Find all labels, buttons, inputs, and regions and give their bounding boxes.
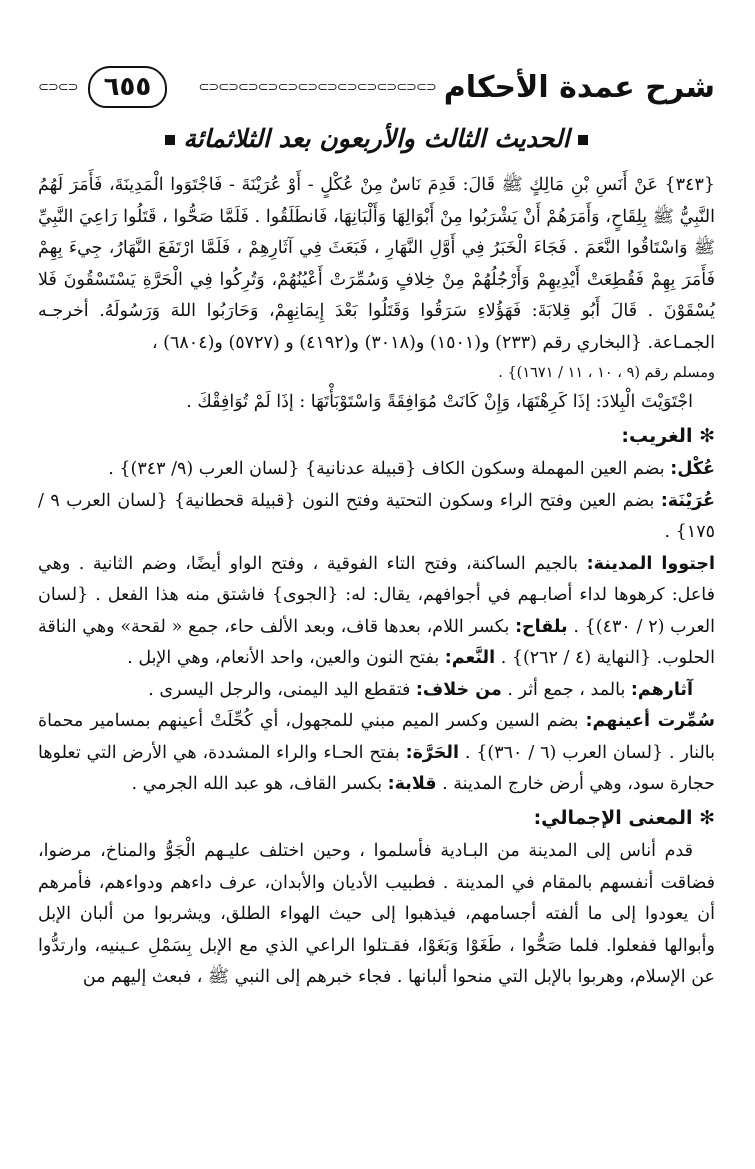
gharib-term: اجتووا المدينة: [586,553,715,574]
gharib-term: قلابة: [387,774,437,794]
ornament-middle: ⊂⊃⊂⊃⊂⊃⊂⊃⊂⊃⊂⊃⊂⊃⊂⊃⊂⊃⊂⊃⊂⊃⊂⊃ [198,79,436,95]
ornament-left: ⊂⊃⊂⊃ [38,79,78,95]
gharib-definition: بضم السين وكسر الميم مبني للمجهول، أي كُحِّلَتْ أعينهم بمسامير محماة بالنار . {لسان العرب (٦ / ٣٦٠)} . [38,711,715,763]
gharib-term: عُرَيْنَة: [660,490,715,511]
square-bullet-icon [578,135,588,145]
gharib-entry [38,486,715,549]
header-left [38,66,167,108]
gharib-definition: بكسر اللام، بعدها قاف، وبعد الألف حاء، جمع « لقحة» وهي الناقة الحلوب. {النهاية (٤ / ٢٦٢)} . [38,616,715,668]
gharib-definition: بالمد ، جمع أثر . [507,679,626,700]
gharib-term: آثارهم: [630,679,693,700]
chapter-title-text: الحديث الثالث والأربعون بعد الثلاثمائة [183,124,570,153]
page-number: ٦٥٥ [88,66,168,108]
gharib-heading: ✻ الغريب: [621,424,715,447]
verse-text: اجْتَوَيْتَ الْبِلادَ: إذَا كَرِهْتَهَا، وَإِنْ كَانَتْ مُوَافِقَةً وَاسْتَوْبَأْتَهَا : إذَا لَمْ تُوَافِقْكَ . [186,392,693,412]
gharib-definition: بالجيم الساكنة، وفتح التاء الفوقية ، وفتح الواو أيضًا، وضم الثانية . وهي فاعل: كرهوها لداء أصابـهم في أجوافهم، يقال: له: {الجوى} فاشتق منه هذا الفعل . {لسان العرب (٢ / ٤٣٠)} . [38,553,715,637]
gharib-term: النَّعم: [444,648,496,668]
summary-text: قدم أناس إلى المدينة من البـادية فأسلموا ، وحين اختلف عليـهم الْجَوُّ والمناخ، مرضوا، فضاقت أنفسهم بالمقام في المدينة . فطبيب الأديان والأبدان، عرف داءهم ودواءهم، فأمرهم أن يعودوا إلى ما ألفته أجسامهم، فيذهبوا إلى حيث الهواء الطلق، ويشربوا من ألبان الإبل وأبوالها ففعلوا. فلما صَحُّوا ، طَغَوْا وَبَغَوْا، فقـتلوا الراعي الذي مع الإبل بِسَمْلِ عـينيه، وارتدُّوا عن الإسلام، وهربوا بالإبل التي منحوا ألبانها . فجاء خبرهم إلى النبي ﷺ ، فبعث إليهم من [38,841,715,987]
running-header [38,64,715,110]
gharib-term: عُكْل: [670,459,715,479]
gharib-entry [38,675,715,707]
gharib-definition: بفتح الحـاء والراء المشددة، هي الأرض التي تعلوها حجارة سود، وهي أرض خارج المدينة . [38,742,715,794]
gharib-entry [38,454,715,486]
gharib-definition: بفتح النون والعين، واحد الأنعام، وهي الإبل . [127,648,440,668]
gharib-definition: بكسر القاف، هو عبد الله الجرمي . [131,774,383,794]
gharib-term: الحَرَّة: [405,742,459,763]
header-right [198,70,715,105]
square-bullet-icon [165,135,175,145]
gharib-definition: بضم العين المهملة وسكون الكاف {قبيلة عدنانية} {لسان العرب (٩/ ٣٤٣)} . [108,459,665,479]
gharib-term: بلقاح: [515,616,568,637]
gharib-definition: بضم العين وفتح الراء وسكون التحتية وفتح النون {قبيلة قحطانية} {لسان العرب ٩ / ١٧٥} . [38,490,715,542]
gharib-entry [38,549,715,675]
gharib-definition: فتقطع اليد اليمنى، والرجل اليسرى . [148,679,411,700]
running-title: شرح عمدة الأحكام [443,69,715,105]
gharib-term: سُمِّرت أعينهم: [585,711,715,731]
hadith-source: ومسلم رقم (٩ ، ١٠ ، ١١ / ١٦٧١)} . [498,365,715,381]
summary-heading: ✻ المعنى الإجمالي: [533,806,715,829]
hadith-text: {٣٤٣} عَنْ أَنَسِ بْنِ مَالِكٍ ﷺ قَالَ: قَدِمَ نَاسٌ مِنْ عُكْلٍ - أَوْ عُرَيْنَةَ - فَاجْتَوَوا الْمَدِينَةَ، فَأَمَرَ لَهُمُ النَّبِيُّ ﷺ بِلِقَاحٍ، وَأَمَرَهُمْ أَنْ يَشْرَبُوا مِنْ أَبْوَالِهَا وَأَلْبَانِهَا، فَانطَلَقُوا . فَلَمَّا صَحُّوا ، قَتَلُوا رَاعِيَ النَّبِيِّ ﷺ وَاسْتَاقُوا النَّعَمَ . فَجَاءَ الْخَبَرُ فِي أَوَّلِ النَّهَارِ ، فَبَعَثَ فِي آثَارِهِمْ ، فَلَمَّا ارْتَفَعَ النَّهَارُ، جِيءَ بِهِمْ فَأَمَرَ بِهِمْ فَقُطِعَتْ أَيْدِيهِمْ وَأَرْجُلُهُمْ مِنْ خِلافٍ وَسُمِّرَتْ أَعْيُنُهُمْ، وَتُرِكُوا فِي الْحَرَّةِ يَسْتَسْقُونَ فَلا يُسْقَوْنَ . قَالَ أَبُو قِلابَةَ: فَهَؤُلاءِ سَرَقُوا وَقَتَلُوا بَعْدَ إِيمَانِهِمْ، وَحَارَبُوا اللهَ وَرَسُولَهُ. أخرجـه الجمـاعة. {البخاري رقم (٢٣٣) و(١٥٠١) و(٣٠١٨) و(٤١٩٢) و (٥٧٢٧) و(٦٨٠٤) ، [38,175,715,353]
page-body [38,170,715,994]
chapter-title [38,124,715,153]
gharib-entry [38,706,715,801]
gharib-term: من خلاف: [415,679,502,700]
